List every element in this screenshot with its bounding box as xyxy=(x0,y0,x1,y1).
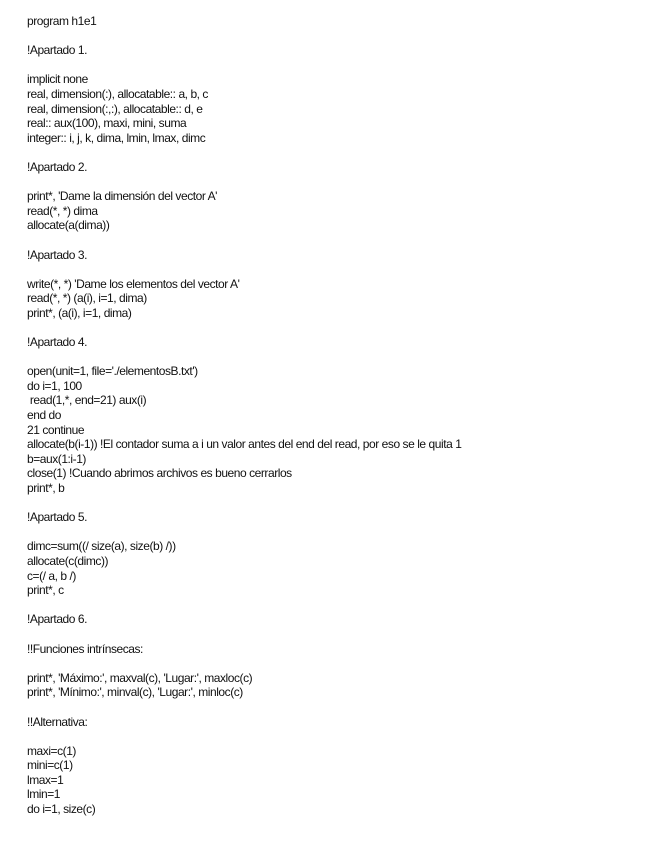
code-line: maxi=c(1) xyxy=(27,743,76,758)
code-line: implicit none xyxy=(27,72,88,87)
blank-line xyxy=(27,233,647,248)
document-body xyxy=(27,14,647,817)
code-line: c=(/ a, b /) xyxy=(27,568,76,583)
code-line: real, dimension(:), allocatable:: a, b, c xyxy=(27,86,208,101)
code-line: open(unit=1, file='./elementosB.txt') xyxy=(27,364,198,379)
code-line: !Apartado 5. xyxy=(27,510,87,525)
code-line: lmin=1 xyxy=(27,787,60,802)
code-line: allocate(c(dimc)) xyxy=(27,553,109,568)
code-line: !Apartado 6. xyxy=(27,612,87,627)
blank-line xyxy=(27,320,647,335)
code-line: mini=c(1) xyxy=(27,758,73,773)
code-line: real:: aux(100), maxi, mini, suma xyxy=(27,116,187,131)
blank-line xyxy=(27,627,647,642)
blank-line xyxy=(27,700,647,715)
code-line: 21 continue xyxy=(27,422,85,437)
blank-line xyxy=(27,175,647,190)
code-line: print*, 'Dame la dimensión del vector A' xyxy=(27,189,218,204)
code-line: do i=1, 100 xyxy=(27,378,82,393)
code-line: read(*, *) (a(i), i=1, dima) xyxy=(27,291,147,306)
blank-line xyxy=(27,262,647,277)
code-line: !!Alternativa: xyxy=(27,714,88,729)
code-line: close(1) !Cuando abrimos archivos es bueno cerrarlos xyxy=(27,466,292,481)
code-line: do i=1, size(c) xyxy=(27,802,96,817)
blank-line xyxy=(27,29,647,44)
code-line: print*, (a(i), i=1, dima) xyxy=(27,305,132,320)
code-line: integer:: i, j, k, dima, lmin, lmax, dimc xyxy=(27,130,206,145)
code-line: read(1,*, end=21) aux(i) xyxy=(27,393,147,408)
blank-line xyxy=(27,598,647,613)
code-line: !!Funciones intrínsecas: xyxy=(27,641,143,656)
blank-line xyxy=(27,145,647,160)
code-line: lmax=1 xyxy=(27,772,64,787)
code-line: print*, c xyxy=(27,583,64,598)
blank-line xyxy=(27,525,647,540)
code-line: dimc=sum((/ size(a), size(b) /)) xyxy=(27,539,176,554)
code-line: print*, 'Mínimo:', minval(c), 'Lugar:', minloc(c) xyxy=(27,685,243,700)
code-line: !Apartado 1. xyxy=(27,43,87,58)
code-line: !Apartado 3. xyxy=(27,247,87,262)
code-line: allocate(a(dima)) xyxy=(27,218,110,233)
code-line: b=aux(1:i-1) xyxy=(27,451,86,466)
blank-line xyxy=(27,350,647,365)
code-line: write(*, *) 'Dame los elementos del vector A' xyxy=(27,276,240,291)
code-line: !Apartado 4. xyxy=(27,335,87,350)
code-line: read(*, *) dima xyxy=(27,203,98,218)
code-line: end do xyxy=(27,408,62,423)
blank-line xyxy=(27,729,647,744)
code-line: program h1e1 xyxy=(27,14,97,28)
blank-line xyxy=(27,58,647,73)
code-line: allocate(b(i-1)) !El contador suma a i un valor antes del end del read, por eso se le quita 1 xyxy=(27,437,462,452)
code-line: !Apartado 2. xyxy=(27,159,87,174)
code-line: print*, b xyxy=(27,481,65,495)
code-line: real, dimension(:,:), allocatable:: d, e xyxy=(27,101,203,116)
code-line: print*, 'Máximo:', maxval(c), 'Lugar:', maxloc(c) xyxy=(27,670,253,685)
blank-line xyxy=(27,656,647,671)
blank-line xyxy=(27,496,647,511)
